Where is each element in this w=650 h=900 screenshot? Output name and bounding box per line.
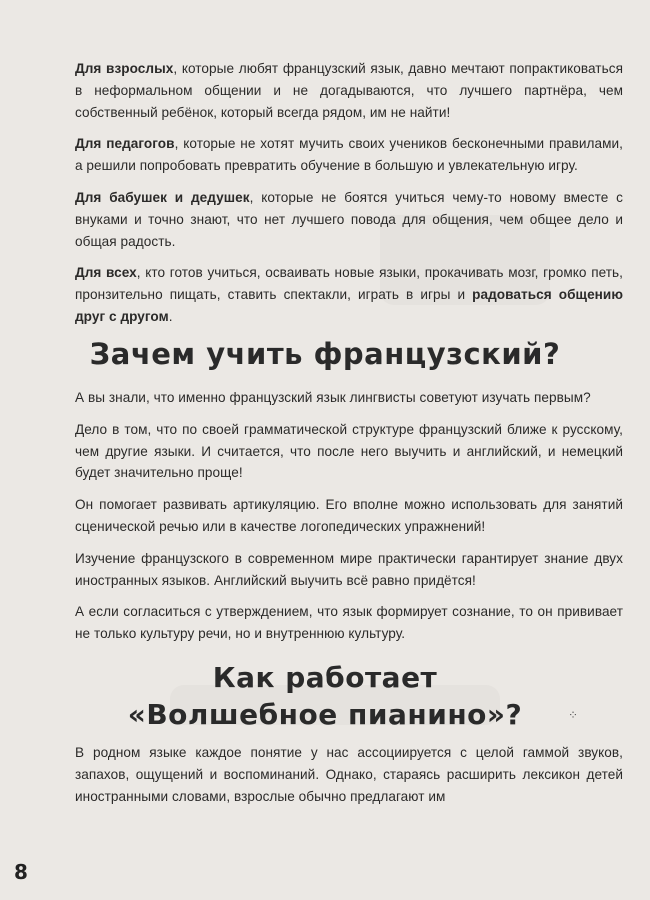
section-heading-how-it-works-line1: Как работает xyxy=(212,661,438,694)
intro-paragraph: Для бабушек и дедушек, которые не боятся учиться чему-то новому вместе с внуками и точно знают, что нет лучшего повода для общения, чем общее дело и общая радость. xyxy=(75,189,624,249)
section-paragraph: Дело в том, что по своей грамматической структуре французский ближе к русскому, чем другие языки. И считается, что после него выучить и английский, и немецкий будет значительно проще! xyxy=(75,421,623,481)
how-it-works-section xyxy=(75,742,623,817)
intro-paragraph: Для всех, кто готов учиться, осваивать новые языки, прокачивать мозг, громко петь, пронзительно пищать, ставить спектакли, играть в игры и радоваться общению друг с другом. xyxy=(75,265,624,324)
intro-paragraph: Для взрослых, которые любят французский язык, давно мечтают попрактиковаться в неформальном общении и не догадываются, что лучшего партнёра, чем собственный ребёнок, который всегда рядом, им не найти! xyxy=(75,61,623,120)
section-heading-how-it-works-line2: «Волшебное пианино»? xyxy=(127,698,523,731)
page-number: 8 xyxy=(14,860,28,884)
section-paragraph: А вы знали, что именно французский язык лингвисты советуют изучать первым? xyxy=(75,390,591,405)
intro-paragraph: Для педагогов, которые не хотят мучить своих учеников бесконечными правилами, а решили попробовать превратить обучение в большую и увлекательную игру. xyxy=(75,136,623,174)
section-heading-why-french: Зачем учить французский? xyxy=(89,337,561,371)
section-paragraph: Он помогает развивать артикуляцию. Его вполне можно использовать для занятий сценической речью или в качестве логопедических упражнений! xyxy=(75,497,623,534)
section-paragraph: Изучение французского в современном мире практически гарантирует знание двух иностранных языков. Английский выучить всё равно придётся! xyxy=(75,550,623,588)
decorative-dots: ⁘ xyxy=(568,708,579,722)
section-paragraph: А если согласиться с утверждением, что язык формирует сознание, то он прививает не только культуру речи, но и внутреннюю культуру. xyxy=(75,604,623,642)
section-paragraph: В родном языке каждое понятие у нас ассоциируется с целой гаммой звуков, запахов, ощущений и воспоминаний. Однако, стараясь расширить лексикон детей иностранными словами, взрослые обычно предлагают им xyxy=(75,745,623,804)
why-french-section xyxy=(75,387,623,655)
intro-block xyxy=(75,58,623,338)
